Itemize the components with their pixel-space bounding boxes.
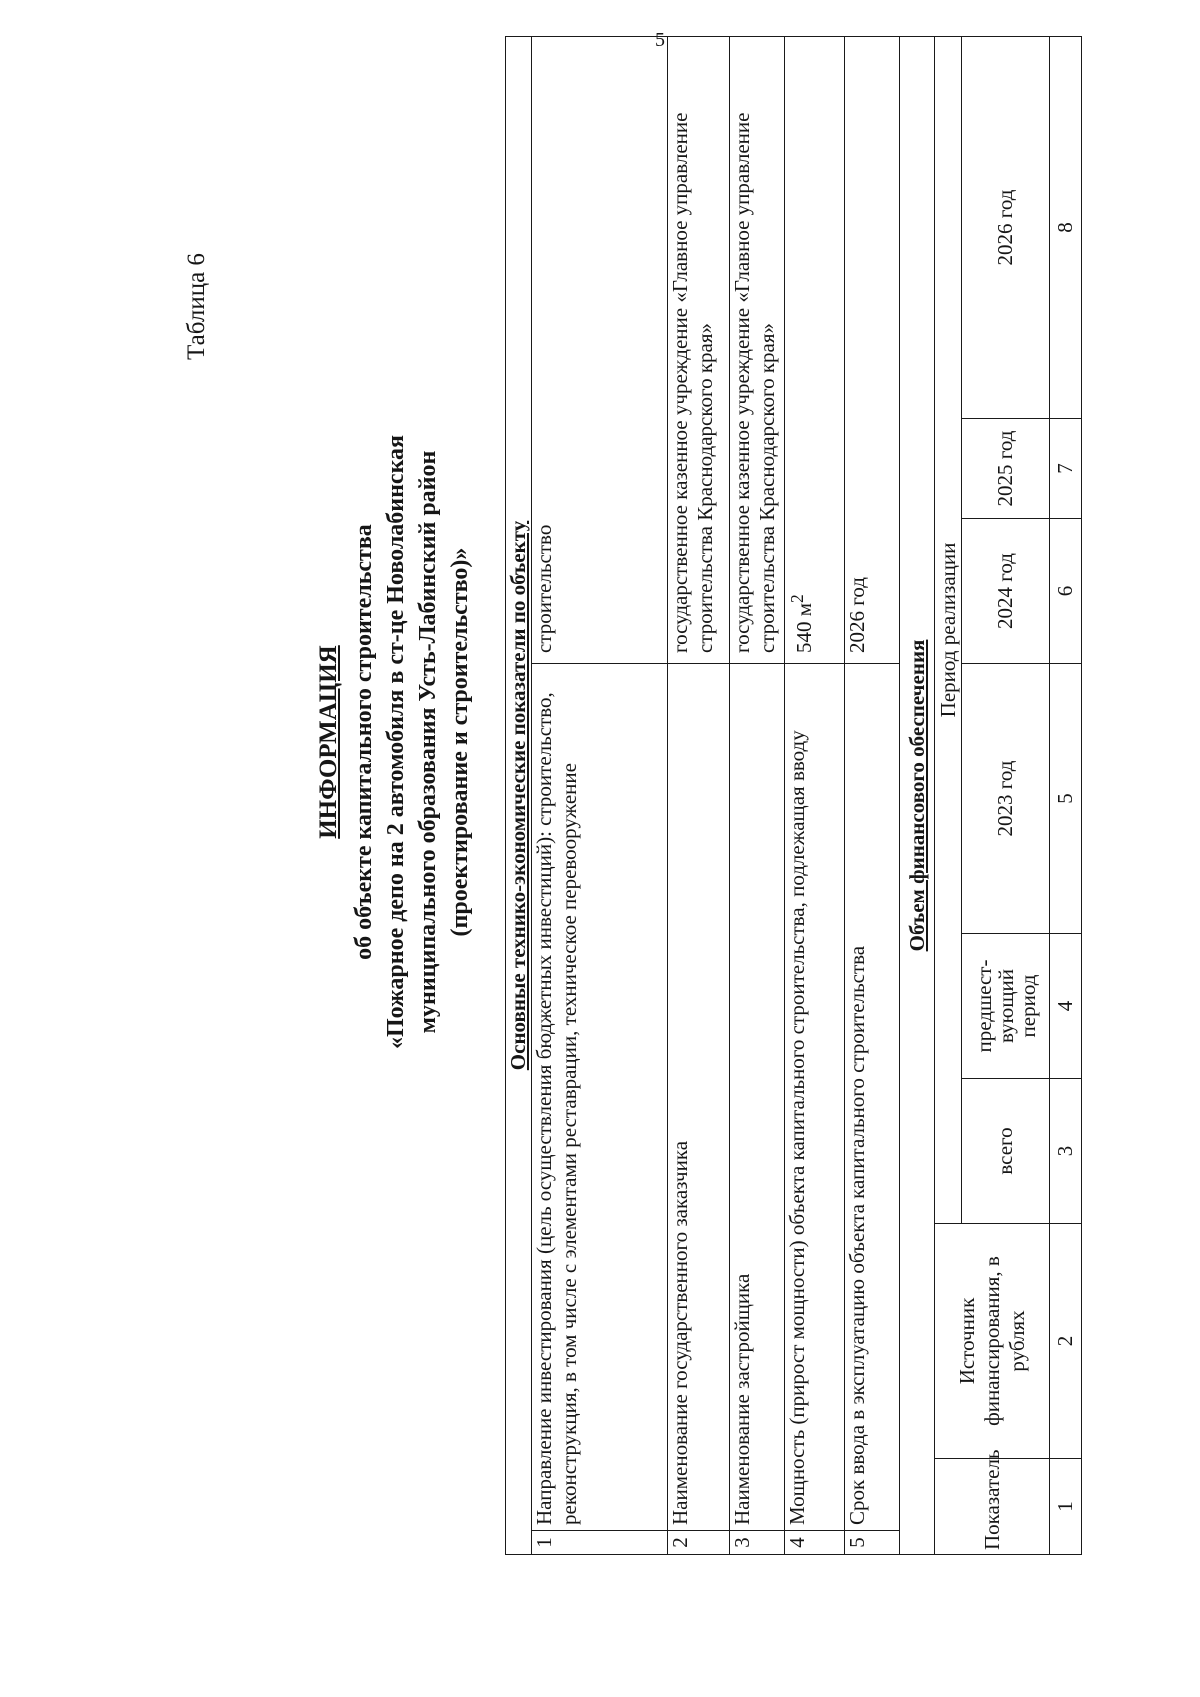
title-line-2: «Пожарное депо на 2 автомобиля в ст-це Новолабинская	[383, 434, 409, 1050]
col-year-2025: 2025 год	[962, 419, 1050, 519]
row-number: 3	[730, 1531, 785, 1555]
col-source: Источник финансирования, в рублях	[935, 1224, 1050, 1459]
row-label: Срок ввода в эксплуатацию объекта капитального строительства	[845, 664, 900, 1531]
section-header-financing: Объем финансового обеспечения	[900, 36, 935, 1554]
section-header-indicators: Основные технико-экономические показатели по объекту	[506, 36, 532, 1554]
row-value	[785, 36, 845, 663]
col-total: всего	[962, 1079, 1050, 1224]
col-number: 7	[1050, 419, 1082, 519]
capacity-value: 540 м	[792, 602, 816, 653]
table-row	[730, 36, 785, 1554]
section-header-row	[900, 36, 935, 1554]
row-label: Наименование государственного заказчика	[668, 664, 730, 1531]
col-period-header: Период реализации	[935, 36, 962, 1223]
financing-header-row	[935, 36, 962, 1554]
col-number: 8	[1050, 36, 1082, 418]
col-number: 6	[1050, 519, 1082, 664]
col-number: 2	[1050, 1224, 1082, 1459]
row-value: строительство	[532, 36, 668, 663]
column-numbers-row	[1050, 36, 1082, 1554]
row-number: 4	[785, 1531, 845, 1555]
col-indicator: Показатель	[935, 1459, 1050, 1555]
info-table	[505, 36, 1082, 1555]
table-row	[532, 36, 668, 1554]
row-value: государственное казенное учреждение «Главное управление строительства Краснодарского края»	[668, 36, 730, 663]
row-label: Мощность (прирост мощности) объекта капитального строительства, подлежащая вводу	[785, 664, 845, 1531]
col-number: 5	[1050, 664, 1082, 934]
row-number: 1	[532, 1531, 668, 1555]
title-line-1: об объекте капитального строительства	[351, 524, 377, 960]
table-label: Таблица 6	[183, 253, 210, 360]
document-title	[313, 27, 476, 1457]
table-row	[845, 36, 900, 1554]
row-label: Направление инвестирования (цель осуществления бюджетных инвестиций): строительство, реконструкция, в том числе с элементами реставрации, техническое перевооружение	[532, 664, 668, 1531]
col-previous-period: предшест-вующий период	[962, 934, 1050, 1079]
table-row	[668, 36, 730, 1554]
title-line-3: муниципального образования Усть-Лабинский район	[415, 450, 441, 1034]
title-line-4: (проектирование и строительство)»	[447, 547, 473, 937]
col-year-2024: 2024 год	[962, 519, 1050, 664]
col-number: 1	[1050, 1459, 1082, 1555]
col-year-2026: 2026 год	[962, 36, 1050, 418]
row-value: 2026 год	[845, 36, 900, 663]
col-number: 4	[1050, 934, 1082, 1079]
row-value: государственное казенное учреждение «Главное управление строительства Краснодарского края»	[730, 36, 785, 663]
col-number: 3	[1050, 1079, 1082, 1224]
title-main: ИНФОРМАЦИЯ	[315, 645, 342, 839]
section-header-row	[506, 36, 532, 1554]
col-year-2023: 2023 год	[962, 664, 1050, 934]
table-row	[785, 36, 845, 1554]
row-number: 5	[845, 1531, 900, 1555]
row-label: Наименование застройщика	[730, 664, 785, 1531]
row-number: 2	[668, 1531, 730, 1555]
page-number: 5	[655, 29, 665, 51]
capacity-unit-exponent: 2	[787, 594, 807, 603]
